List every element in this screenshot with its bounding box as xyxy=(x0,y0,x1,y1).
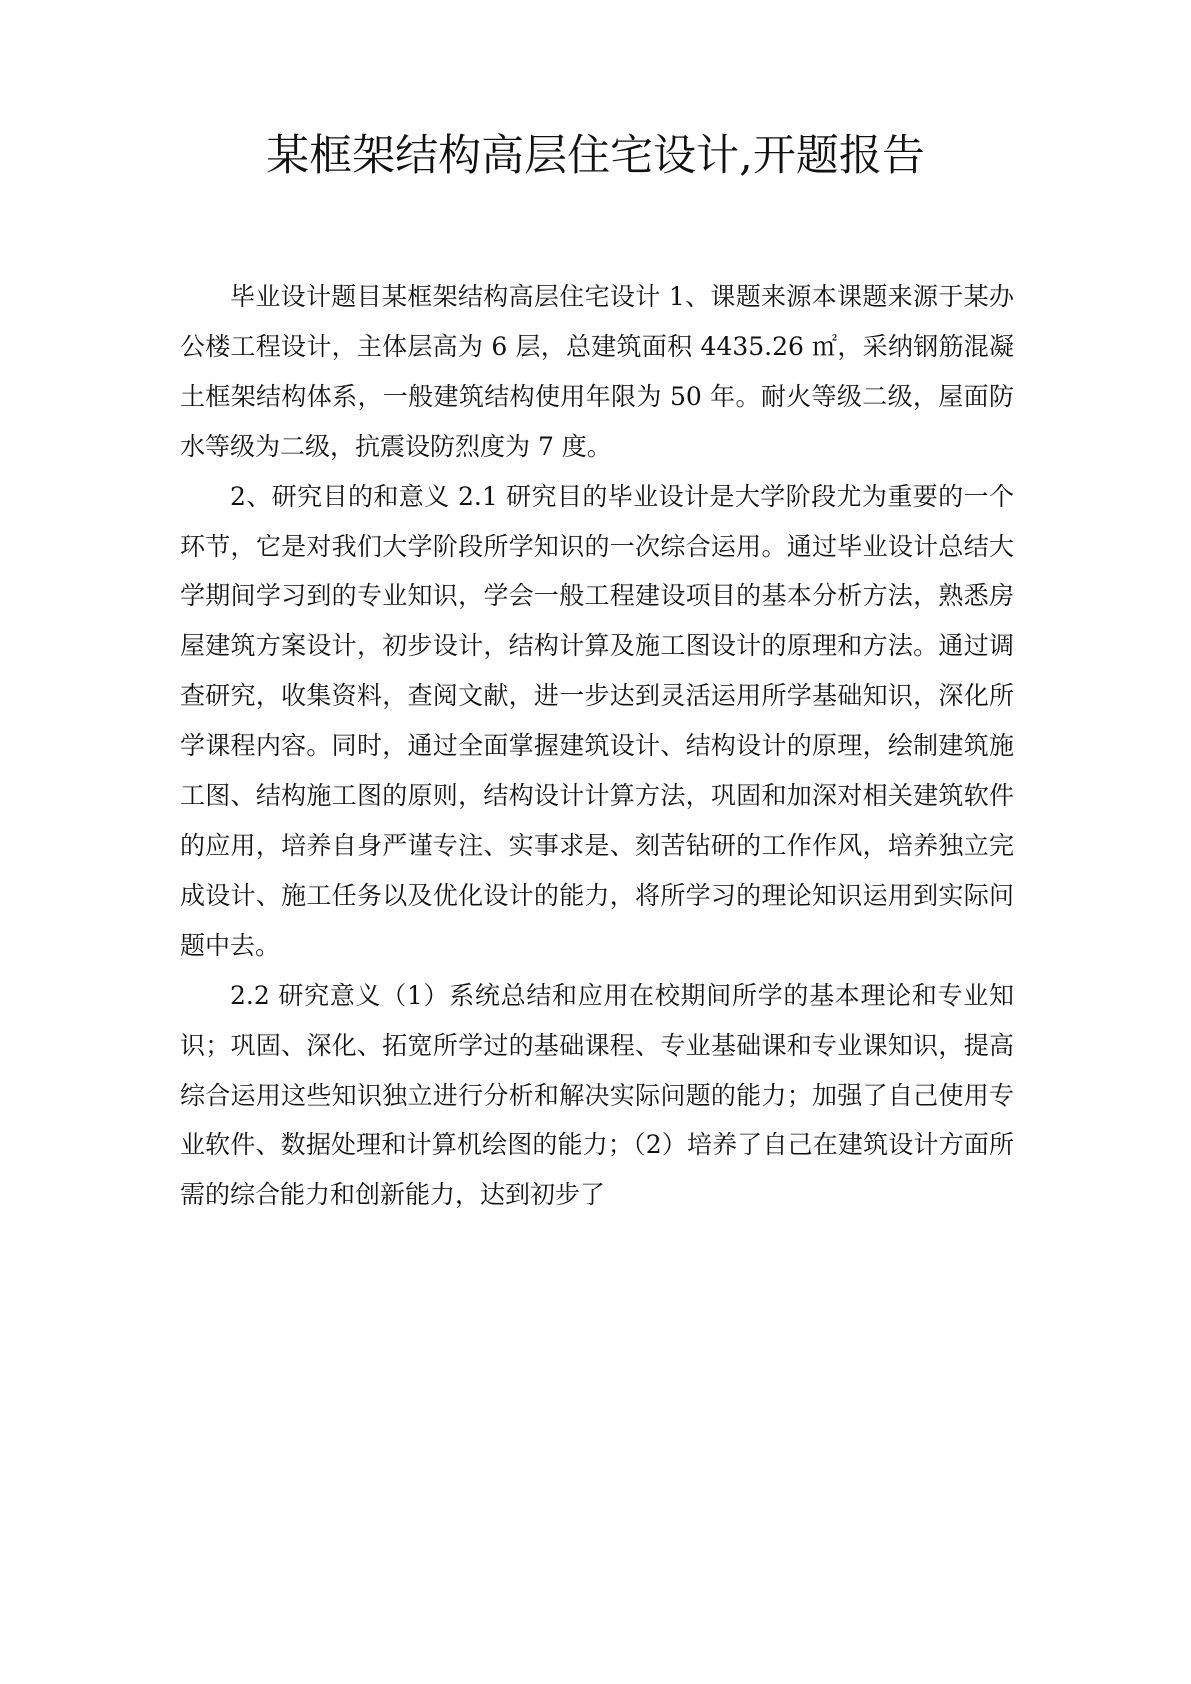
document-body xyxy=(180,272,1014,1220)
page-title: 某框架结构高层住宅设计,开题报告 xyxy=(266,131,925,181)
paragraph-research-significance: 2.2 研究意义（1）系统总结和应用在校期间所学的基本理论和专业知识；巩固、深化、拓宽所学过的基础课程、专业基础课和专业课知识，提高综合运用这些知识独立进行分析和解决实际问题的能力；加强了自己使用专业软件、数据处理和计算机绘图的能力；（2）培养了自己在建筑设计方面所需的综合能力和创新能力，达到初步了 xyxy=(180,980,1014,1210)
paragraph-research-purpose: 2、研究目的和意义 2.1 研究目的毕业设计是大学阶段尤为重要的一个环节，它是对我们大学阶段所学知识的一次综合运用。通过毕业设计总结大学期间学习到的专业知识，学会一般工程建设项目的基本分析方法，熟悉房屋建筑方案设计，初步设计，结构计算及施工图设计的原理和方法。通过调查研究，收集资料，查阅文献，进一步达到灵活运用所学基础知识，深化所学课程内容。同时，通过全面掌握建筑设计、结构设计的原理，绘制建筑施工图、结构施工图的原则，结构设计计算方法，巩固和加深对相关建筑软件的应用，培养自身严谨专注、实事求是、刻苦钻研的工作作风，培养独立完成设计、施工任务以及优化设计的能力，将所学习的理论知识运用到实际问题中去。 xyxy=(180,481,1014,960)
paragraph-project-source: 毕业设计题目某框架结构高层住宅设计 1、课题来源本课题来源于某办公楼工程设计，主体层高为 6 层，总建筑面积 4435.26 ㎡，采纳钢筋混凝土框架结构体系，一般建筑结构使用年限为 50 年。耐火等级二级，屋面防水等级为二级，抗震设防烈度为 7 度。 xyxy=(180,282,1014,461)
